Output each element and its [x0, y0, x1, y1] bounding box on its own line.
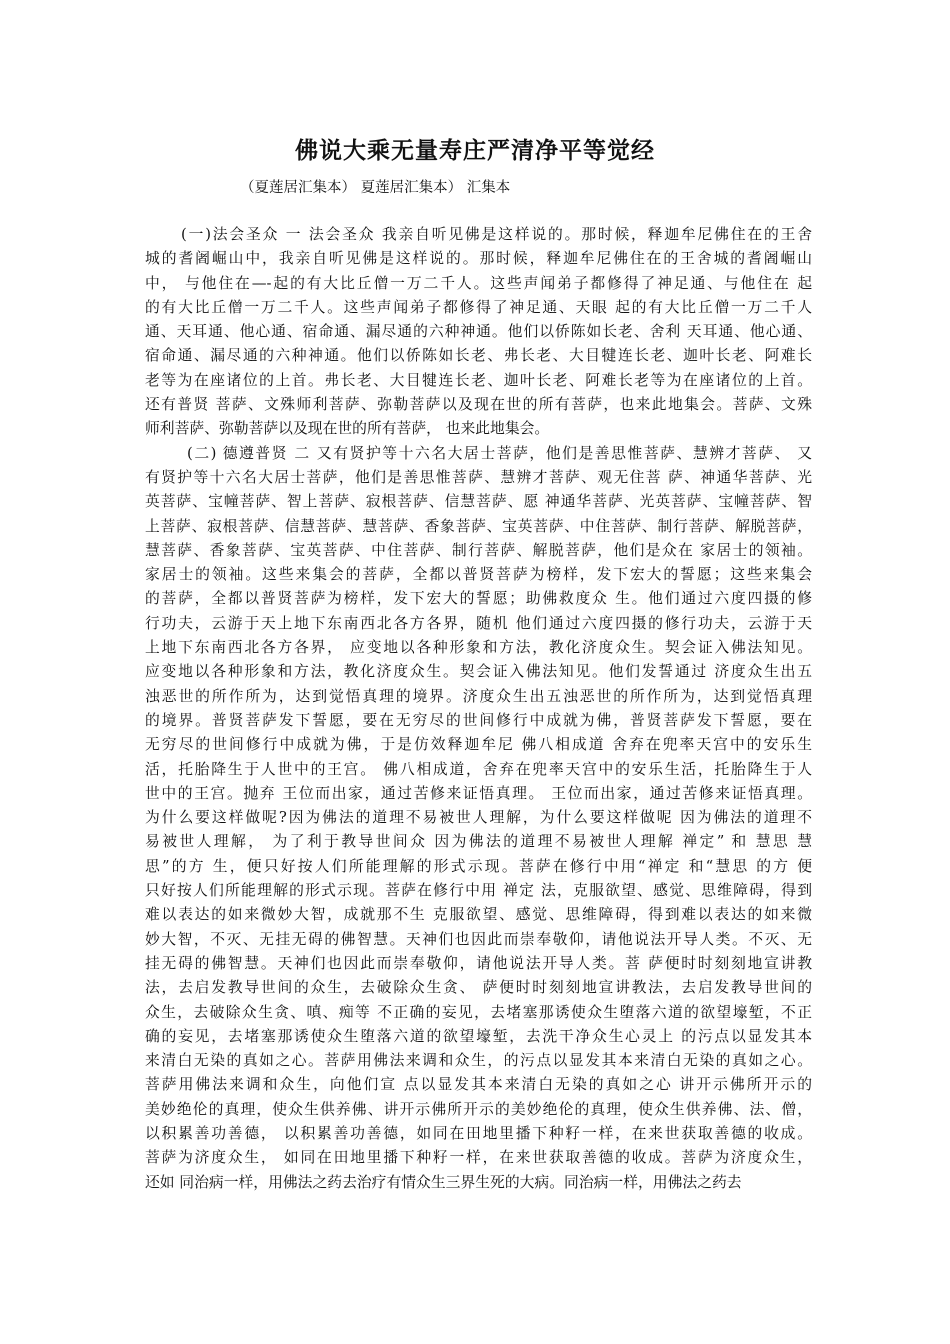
- text-line: 中， 与他住在—-起的有大比丘僧一万二千人。这些声闻弟子都修得了神足通、与他住在 起: [145, 274, 812, 292]
- text-line: 英菩萨、宝幢菩萨、智上菩萨、寂根菩萨、信慧菩萨、愿 神通华菩萨、光英菩萨、宝幢菩萨、智: [145, 493, 812, 511]
- document-subtitle: （夏莲居汇集本） 夏莲居汇集本） 汇集本: [240, 180, 511, 196]
- text-line: 菩萨为济度众生， 如同在田地里播下种籽一样，在来世获取善德的收成。菩萨为济度众生，: [145, 1149, 812, 1167]
- text-line: (一)法会圣众 一 法会圣众 我亲自听见佛是这样说的。那时候，释迦牟尼佛住在的王舍: [181, 226, 812, 243]
- text-line: 的境界。普贤菩萨发下誓愿，要在无穷尽的世间修行中成就为佛，普贤菩萨发下誓愿，要在: [145, 711, 812, 729]
- text-line: 确的妄见，去堵塞那诱使众生堕落六道的欲望壕堑，去洗干净众生心灵上 的污点以显发其本: [145, 1027, 812, 1045]
- text-line: 浊恶世的所作所为，达到觉悟真理的境界。济度众生出五浊恶世的所作所为，达到觉悟真理: [145, 687, 812, 705]
- text-line: 城的耆阇崛山中，我亲自听见佛是这样说的。那时候，释迦牟尼佛住在的王舍城的耆阇崛山: [145, 250, 812, 268]
- text-line: 还如 同治病一样，用佛法之药去治疗有情众生三界生死的大病。同治病一样，用佛法之药去: [145, 1173, 742, 1191]
- text-line: 以积累善功善德， 以积累善功善德，如同在田地里播下种籽一样，在来世获取善德的收成。: [145, 1124, 812, 1142]
- text-line: 老等为在座诸位的上首。弗长老、大目犍连长老、迦叶长老、阿难长老等为在座诸位的上首。: [145, 371, 812, 389]
- text-line: 行功夫，云游于天上地下东南西北各方各界，随机 他们通过六度四摄的修行功夫，云游于天: [145, 614, 812, 632]
- text-line: 家居士的领袖。这些来集会的菩萨，全都以普贤菩萨为榜样，发下宏大的誓愿；这些来集会: [145, 566, 812, 584]
- text-line: 为什么要这样做呢?因为佛法的道理不易被世人理解，为什么要这样做呢 因为佛法的道理不: [145, 809, 812, 827]
- document-body: [145, 223, 812, 1195]
- text-line: 世中的王宫。抛弃 王位而出家，通过苦修来证悟真理。 王位而出家，通过苦修来证悟真理。: [145, 784, 812, 802]
- text-line: 的菩萨，全都以普贤菩萨为榜样，发下宏大的誓愿；助佛救度众 生。他们通过六度四摄的修: [145, 590, 812, 608]
- text-line: 还有普贤 菩萨、文殊师利菩萨、弥勒菩萨以及现在世的所有菩萨，也来此地集会。菩萨、文殊: [145, 396, 812, 414]
- text-line: 有贤护等十六名大居士菩萨，他们是善思惟菩萨、慧辨才菩萨、观无住菩 萨、神通华菩萨、光: [145, 468, 812, 486]
- text-line: (二) 德遵普贤 二 又有贤护等十六名大居士菩萨，他们是善思惟菩萨、慧辨才菩萨、 又: [187, 444, 812, 462]
- text-line: 挂无碍的佛智慧。天神们也因此而崇奉敬仰，请他说法开导人类。菩 萨便时时刻刻地宣讲教: [145, 954, 812, 972]
- text-line: 无穷尽的世间修行中成就为佛，于是仿效释迦牟尼 佛八相成道 舍弃在兜率天宫中的安乐生: [145, 736, 812, 754]
- text-line: 的有大比丘僧一万二千人。这些声闻弟子都修得了神足通、天眼 起的有大比丘僧一万二千人: [145, 298, 812, 316]
- text-line: 法，去启发教导世间的众生，去破除众生贪、 萨便时时刻刻地宣讲教法，去启发教导世间的: [145, 979, 812, 997]
- text-line: 只好按人们所能理解的形式示现。菩萨在修行中用 禅定 法，克服欲望、感觉、思维障碍，得到: [145, 882, 812, 900]
- text-line: 应变地以各种形象和方法，教化济度众生。契会证入佛法知见。他们发誓通过 济度众生出五: [145, 663, 812, 681]
- text-line: 菩萨用佛法来调和众生，向他们宣 点以显发其本来清白无染的真如之心 讲开示佛所开示的: [145, 1076, 812, 1094]
- text-line: 思”的方 生，便只好按人们所能理解的形式示现。菩萨在修行中用“禅定 和“慧思 的方 便: [145, 857, 812, 875]
- text-line: 易被世人理解， 为了利于教导世间众 因为佛法的道理不易被世人理解 禅定” 和 慧思 慧: [145, 833, 812, 851]
- text-line: 师利菩萨、弥勒菩萨以及现在世的所有菩萨， 也来此地集会。: [145, 420, 550, 438]
- text-line: 慧菩萨、香象菩萨、宝英菩萨、中住菩萨、制行菩萨、解脱菩萨，他们是众在 家居士的领袖。: [145, 541, 812, 559]
- text-line: 难以表达的如来微妙大智，成就那不生 克服欲望、感觉、思维障碍，得到难以表达的如来微: [145, 906, 812, 924]
- text-line: 众生，去破除众生贪、嗔、痴等 不正确的妄见，去堵塞那诱使众生堕落六道的欲望壕堑，不正: [145, 1003, 812, 1021]
- text-line: 活，托胎降生于人世中的王宫。 佛八相成道，舍弃在兜率天宫中的安乐生活，托胎降生于人: [145, 760, 812, 778]
- text-line: 来清白无染的真如之心。菩萨用佛法来调和众生，的污点以显发其本来清白无染的真如之心。: [145, 1052, 812, 1070]
- text-line: 上地下东南西北各方各界， 应变地以各种形象和方法，教化济度众生。契会证入佛法知见。: [145, 639, 812, 657]
- text-line: 宿命通、漏尽通的六种神通。他们以侨陈如长老、弗长老、大目犍连长老、迦叶长老、阿难长: [145, 347, 812, 365]
- text-line: 美妙绝伦的真理，使众生供养佛、讲开示佛所开示的美妙绝伦的真理，使众生供养佛、法、僧，: [145, 1100, 812, 1118]
- text-line: 通、天耳通、他心通、宿命通、漏尽通的六种神通。他们以侨陈如长老、舍利 天耳通、他心通、: [145, 323, 812, 341]
- text-line: 妙大智，不灭、无挂无碍的佛智慧。天神们也因此而崇奉敬仰，请他说法开导人类。不灭、无: [145, 930, 812, 948]
- document-title: 佛说大乘无量寿庄严清净平等觉经: [295, 137, 655, 164]
- text-line: 上菩萨、寂根菩萨、信慧菩萨、慧菩萨、香象菩萨、宝英菩萨、中住菩萨、制行菩萨、解脱菩萨，: [145, 517, 812, 535]
